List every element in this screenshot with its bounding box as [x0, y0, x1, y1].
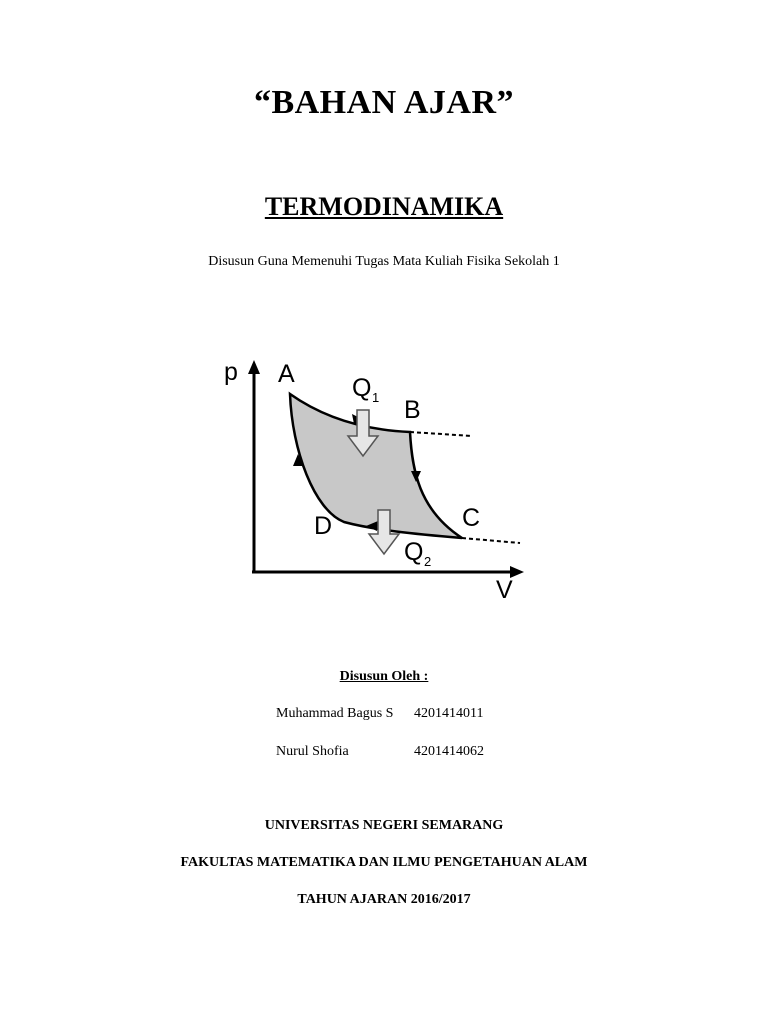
- author-row: [276, 744, 484, 760]
- point-a-label: A: [278, 360, 295, 388]
- q1-subscript: 1: [372, 390, 380, 405]
- document-title: “BAHAN AJAR”: [253, 84, 515, 121]
- point-d-label: D: [314, 512, 333, 540]
- pv-diagram-svg: [214, 350, 534, 610]
- faculty-name: FAKULTAS MATEMATIKA DAN ILMU PENGETAHUAN ALAM: [180, 855, 588, 870]
- academic-year: TAHUN AJARAN 2016/2017: [297, 892, 471, 907]
- carnot-cycle-diagram: [214, 350, 534, 610]
- document-subject: TERMODINAMIKA: [264, 192, 504, 221]
- p-axis-label: p: [224, 358, 238, 386]
- q1-label: Q: [352, 374, 372, 402]
- author-name: Nurul Shofia: [276, 744, 349, 759]
- point-c-label: C: [462, 504, 481, 532]
- author-name: Muhammad Bagus S: [276, 706, 394, 721]
- authors-heading: Disusun Oleh :: [339, 669, 429, 684]
- isotherm-low-extension: [462, 538, 520, 543]
- q2-label: Q: [404, 538, 424, 566]
- university-name: UNIVERSITAS NEGERI SEMARANG: [264, 818, 504, 833]
- q2-subscript: 2: [424, 554, 432, 569]
- p-axis-arrow: [248, 360, 260, 374]
- isotherm-high-extension: [410, 432, 472, 436]
- point-b-label: B: [404, 396, 421, 424]
- v-axis-label: V: [496, 576, 513, 604]
- document-purpose: Disusun Guna Memenuhi Tugas Mata Kuliah Fisika Sekolah 1: [208, 254, 560, 269]
- author-nim: 4201414011: [414, 706, 484, 721]
- author-row: [276, 706, 483, 722]
- author-nim: 4201414062: [414, 744, 484, 759]
